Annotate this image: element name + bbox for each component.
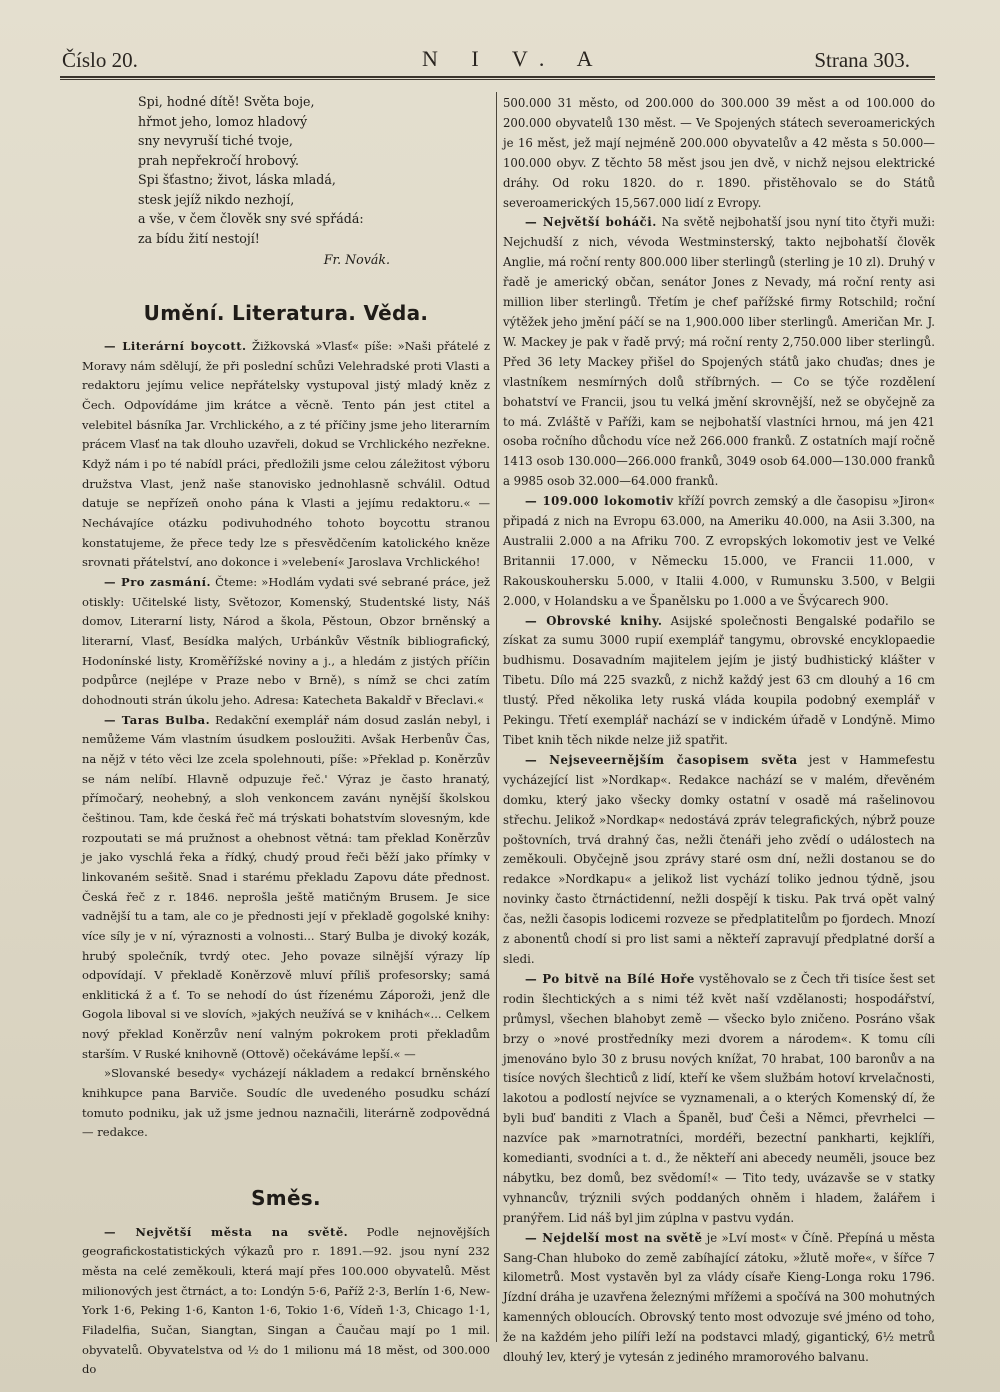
article-text: jest v Hammefestu vycházející list »Nordkap«. Redakce nachází se v malém, dřevěném domku, který jako všecky domky ostatní v osadě má rašelinovou střechu. Jelikož »Nordkap« nedostává zpráv telegrafických, nýbrž pouze poštovních, trvá drahný čas, nežli čtenáři jeho zvědí o událostech na zeměkouli. Obyčejně jsou zprávy staré osm dní, nežli dostanou se do redakce »Nordkapu« a jelikož list vychází toliko jednou týdně, jsou novinky často čtrnáctidenní, nežli dospějí k tisku. Pak trvá opět valný čas, nežli časopis lodicemi rozveze se předplatitelům po fjordech. Mnozí z abonentů chodí si pro list sami a někteří zapravují předplatné dorší a sledi.	[503, 752, 935, 966]
article-text: vystěhovalo se z Čech tři tisíce šest set rodin šlechtických a s nimi též květ naší vzdělanosti; hospodářství, průmysl, všechen blahobyt země — všecko bylo zničeno. Posráno však brzy o »nové prostředníky mezi dvorem a národem«. K tomu cíli jmenováno bylo 30 z brusu nových knížat, 70 hrabat, 100 baronův a na tisíce nových šlechticů z lidí, kteří ke všem službám hotoví krvelačnosti, lakotou a podlostí nejvíce se vyznamenali, a o kterých Komenský dí, že byli buď banditi z Vlach a Španěl, buď Češi a Němci, převrhelci — nazvíce pak »marnotratníci, mordéři, bezectní pankharti, kejklíři, komedianti, svodníci a t. d., že někteří ani abecedy neuměli, jsouce bez nábytku, bez domů, bez svědomí!« — Tito tedy, uvázavše se v statky vyhnancův, trýznili svých poddaných ohněm i hladem, žalářem i pranýřem. Lid náš byl jim zúplna v pastvu vydán.	[503, 971, 935, 1225]
article-text: »Slovanské besedy« vycházejí nákladem a redakcí brněnského knihkupce pana Barviče. Soudíc dle uvedeného posudku schází tomuto podniku, jak už jsme jednou naznačili, literárně zodpovědná — redakce.	[82, 1066, 490, 1140]
right-column	[503, 94, 935, 1368]
poem-line: prah nepřekročí hrobový.	[138, 152, 300, 168]
article-lead: — Po bitvě na Bílé Hoře	[525, 971, 695, 986]
page-header	[62, 44, 910, 76]
article	[503, 213, 935, 492]
article-lead: — Taras Bulba.	[104, 712, 211, 727]
article-lead: — Nejdelší most na světě	[525, 1230, 703, 1245]
section-heading-umeni: Umění. Literatura. Věda.	[143, 300, 429, 325]
article-text: Žižkovská »Vlasť« píše: »Naši přátelé z Moravy nám sdělují, že při poslední schůzi Velehradské proti Vlasti a redaktoru jejímu velice nepřátelsky vystupoval jistý mladý kněz z Čech. Odpovídáme jim krátce a věcně. Tento pán jest ctitel a velebitel básníka Jar. Vrchlického, a z té příčiny jsme jeho literarním prácem Vlasť na tak dlouho uzavřeli, dokud se Vrchlického nezřekne. Když nám i po té nabídl práci, předložili jsme celou záležitost výboru družstva Vlast, jenž naše stanovisko jednohlasně schválil. Odtud datuje se nepřízeň onoho pána k Vlasti a jejímu redaktoru.« — Nechávajíce otázku podivuhodného tohoto boycottu stranou konstatujeme, že přece tedy lze s přesvědčením katolického kněze srovnati přátelství, ano dokonce i »velebení« Jaroslava Vrchlického!	[82, 339, 491, 570]
left-column	[82, 92, 490, 1380]
article-text: Redakční exemplář nám dosud zaslán nebyl, i nemůžeme Vám vlastním úsudkem posloužiti. Avšak Herbenův Čas, na nějž v této věci lze zcela spolehnouti, píše: »Překlad p. Koněrzův se nám nelíbí. Hlavně odpuzuje řeč.' Výraz je často hranatý, přímočarý, neohebný, a sloh venkoncem zavánι nynější školskou češtinou. Tam, kde česká řeč má trýskati bohatstvím slovesným, kde rozpoutati se má pružnost a ohebnost větná: tam překlad Koněrzův je jako vyschlá řeka a řídký, chudý proud řeči běží jako přímky v linkovaném sešitě. Snad i starému překladu Zapovu dáte přednost. Česká řeč z r. 1846. neprošla ještě matičným Brusem. Je sice vadnější tu a tam, ale co je přednosti její v překladě gogolské knihy: více síly je v ní, výraznosti a volnosti... Starý Bulba je divoký kozák, hrubý společník, tvrdý otec. Jeho povaze silnější výrazy líp odpovídají. V překladě Koněrzově mluví příliš profesorsky; samá enklitická ž a ť. To se nehodí do úst řízenému Záporoži, jenž dle Gogola liboval si ve slovích, »jakých neužívá se v knihách«... Celkem nový překlad Koněrzův není valným pokrokem proti překladům starším. V Ruské knihovně (Ottově) očekáváme lepší.« —	[82, 712, 490, 1061]
article-lead: — Největší boháči.	[525, 215, 657, 230]
article-text: 500.000 31 město, od 200.000 do 300.000 39 měst a od 100.000 do 200.000 obyvatelů 130 měst. — Ve Spojených státech severoamerických je 16 měst, jež mají nejméně 200.000 obyvatelův a 42 města s 50.000—100.000 obyv. Z těchto 58 měst jsou jen dvě, v nichž nejsou elektrické dráhy. Od roku 1820. do r. 1890. přistěhovalo se do Států severoamerických 15,567.000 lidí z Evropy.	[503, 96, 935, 210]
journal-title: N I V. A	[422, 46, 607, 71]
article	[503, 492, 935, 611]
article	[503, 94, 935, 213]
article-lead: — 109.000 lokomotiv	[525, 494, 674, 509]
column-divider	[496, 92, 497, 1342]
poem-line: stesk jejíž nikdo nezhojí,	[138, 191, 295, 207]
article	[82, 1064, 490, 1143]
section-heading-smes: Směs.	[251, 1186, 321, 1211]
article	[503, 612, 935, 751]
article-text: kříží povrch zemský a dle časopisu »Jiron« připadá z nich na Evropu 63.000, na Ameriku 40.000, na Asii 3.300, na Australii 2.000 a na Afriku 700. Z evropských lokomotiv jest ve Velké Britannii 17.000, v Německu 15.000, ve Francii 11.000, v Rakouskouhersku 5.000, v Italii 4.000, v Rumunsku 3.500, v Belgii 2.000, v Holandsku a ve Španělsku po 1.000 a ve Švýcarech 900.	[503, 494, 936, 608]
article	[82, 711, 490, 1065]
poem-line: Spi šťastno; život, láska mladá,	[138, 172, 336, 187]
issue-number: Číslo 20.	[62, 48, 138, 72]
article	[503, 970, 935, 1229]
article	[82, 573, 490, 711]
article-text: Asijské společnosti Bengalské podařilo se získat za sumu 3000 rupií exemplář tangymu, obrovské encyklopaedie budhismu. Dosavadním majitelem jejím je jistý budhistický klášter v Tibetu. Dílo má 225 svazků, z nichž každý jest 63 cm dlouhý a 16 cm tlustý. Před několika lety ruská vláda koupila podobný exemplář v Pekingu. Třetí exemplář nachází se v indickém úřadě v Londýně. Mimo Tibet knih těch nikde nelze již spatřit.	[503, 613, 935, 747]
poem-line: sny nevyruší tiché tvoje,	[138, 133, 293, 148]
poem-line: a vše, v čem člověk sny své spřádá:	[138, 211, 364, 226]
article-text: Na světě nejbohatší jsou nyní tito čtyři muži: Nejchudší z nich, vévoda Westminsterský, takto nejbohatší člověk Anglie, má roční renty 800.000 liber sterlingů (sterling je 10 zl). Druhý v řadě je americký občan, senátor Jones z Nevady, má roční renty asi million liber sterlingů. Třetím je chef pařížské firmy Rotschild; roční výtěžek jeho jmění páčí se na 1,900.000 liber sterlingů. Američan Mr. J. W. Mackey je pak v řadě prvý; má roční renty 2,750.000 liber sterlingů. Před 36 lety Mackey přišel do Spojených států jako chuďas; dnes je vlastníkem nesmírných dolů stříbrných. — Co se týče rozdělení bohatství ve Francii, jsou tu velká jmění skrovnější, než se obyčejně za to má. Zvláště v Paříži, kam se nejbohatší vlastníci hrnou, má jen 421 osoba ročního důchodu více než 266.000 franků. Z ostatních mají ročně 1413 osob 130.000—266.000 franků, 3049 osob 64.000—130.000 franků a 9985 osob 32.000—64.000 franků.	[503, 215, 936, 489]
page-number: Strana 303.	[814, 48, 910, 72]
article-lead: — Největší města na světě.	[104, 1224, 349, 1239]
poem-author: Fr. Novák.	[323, 252, 390, 267]
poem-line: Spi, hodné dítě! Světa boje,	[138, 94, 315, 109]
article-lead: — Nejseveernějším časopisem světa	[525, 752, 798, 767]
article	[503, 1229, 935, 1368]
article-text: Podle nejnovějších geografickostatistických výkazů pro r. 1891.—92. jsou nyní 232 města na celé zeměkouli, která mají přes 100.000 obyvatelů. Měst milionových jest čtrnáct, a to: Londýn 5·6, Paříž 2·3, Berlín 1·6, New-York 1·6, Peking 1·6, Kanton 1·6, Tokio 1·6, Vídeň 1·3, Chicago 1·1, Filadelfia, Sučan, Siangtan, Singan a Čaučau mají po 1 mil. obyvatelů. Obyvatelstva od ½ do 1 milionu má 18 měst, od 300.000 do	[82, 1224, 490, 1377]
article-lead: — Obrovské knihy.	[525, 613, 663, 628]
article-lead: — Literární boycott.	[104, 339, 247, 354]
poem-line: hřmot jeho, lomoz hladový	[138, 113, 308, 129]
poem	[82, 92, 490, 270]
header-rule	[60, 76, 935, 80]
poem-line: za bídu žití nestojí!	[138, 230, 260, 246]
article	[503, 751, 935, 970]
article	[82, 1223, 490, 1380]
article	[82, 337, 490, 573]
article-text: je »Lví most« v Číně. Přepíná u města Sang-Chan hluboko do země zabíhající zátoku, »žlutě moře«, v šířce 7 kilometrů. Most vystavěn byl za vlády císaře Kieng-Longa roku 1796. Jízdní dráha je uzavřena železnými mřížemi a spočívá na 300 mohutných kamenných obloucích. Obrovský tento most odvozuje své jméno od toho, že na každém jeho pilíři leží na podstavci mladý, gigantický, 6½ metrů dlouhý lev, který je vytesán z jediného mramorového balvanu.	[503, 1230, 935, 1365]
article-text: Čteme: »Hodlám vydati své sebrané práce, jež otiskly: Učitelské listy, Světozor, Komenský, Studentské listy, Náš domov, Literarní listy, Národ a škola, Pěstoun, Obzor brněnský a literarní, Vlasť, Besídka malých, Urbánkův Věstník bibliografický, Hodonínské listy, Kroměřížské noviny a j., a hledám z jistých příčin podpůrce (nejlépe v Praze nebo v Brně), s nímž se chci zatím dohodnouti strán úkolu jeho. Adresa: Katecheta Bakaldř v Břeclavi.«	[82, 575, 490, 707]
article-lead: — Pro zasmání.	[104, 575, 212, 590]
